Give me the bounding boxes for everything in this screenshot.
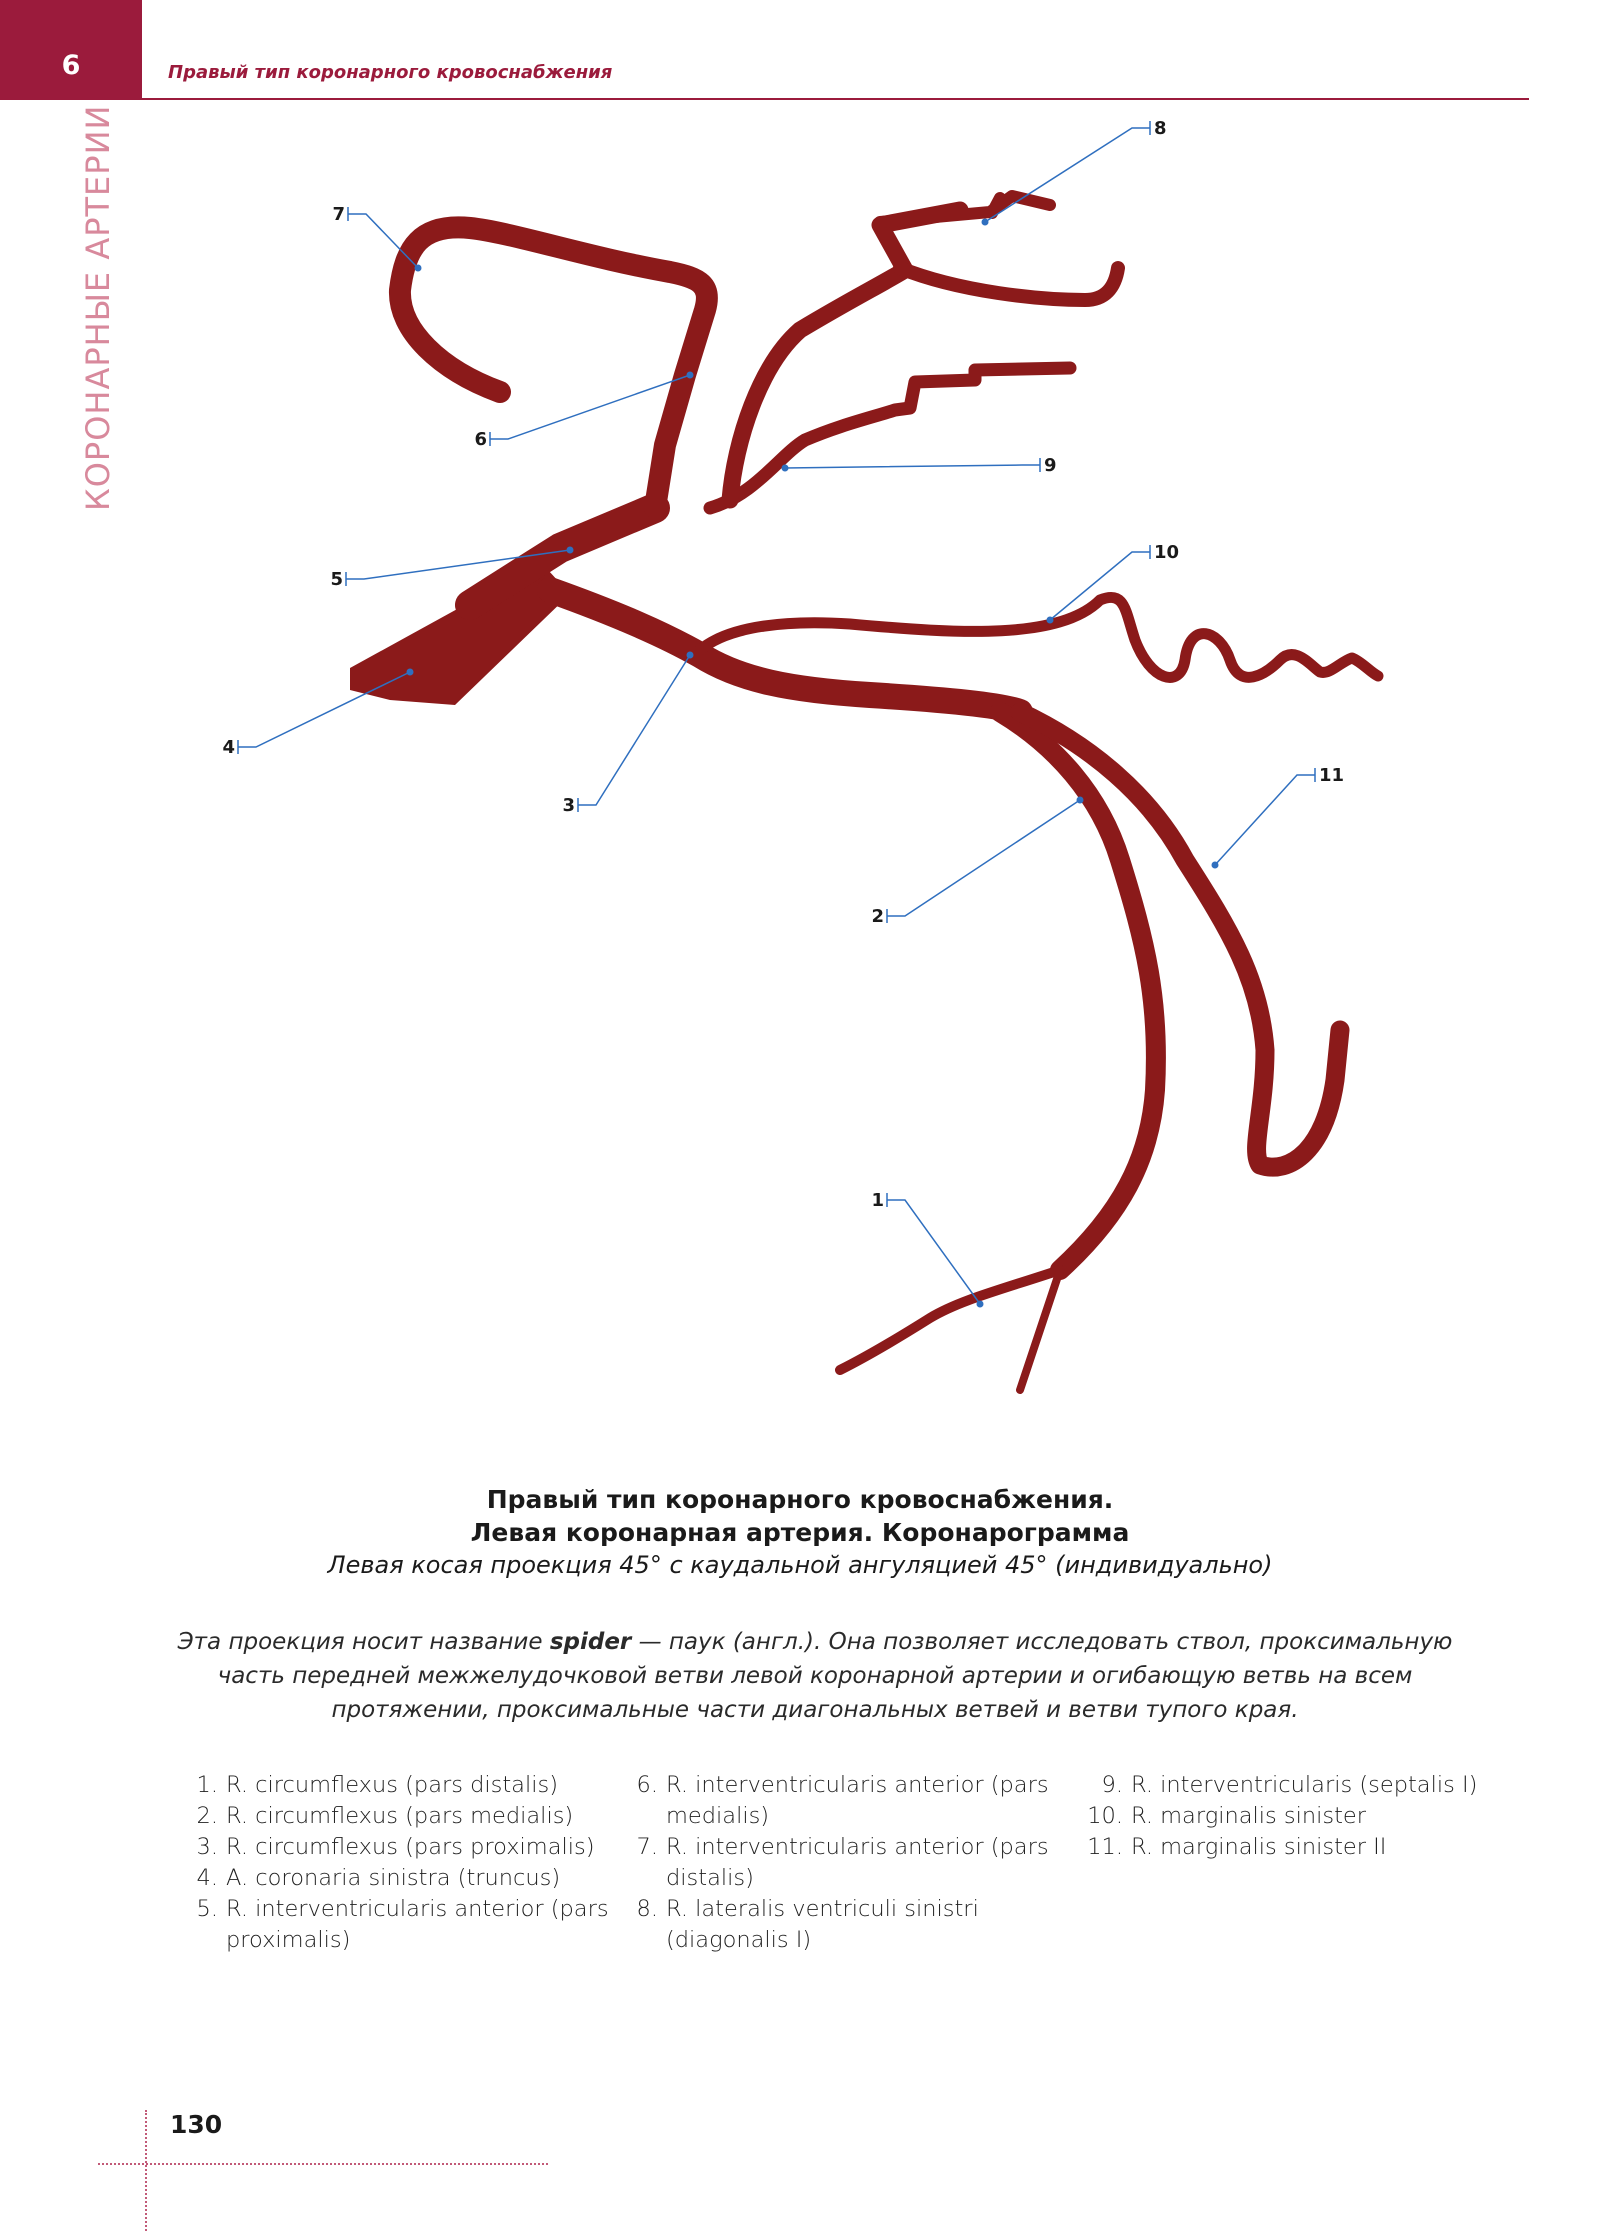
callout-9: 9 [1044, 455, 1057, 476]
vessel-tree-drawing [350, 196, 1378, 1390]
legend-item-text: A. coronaria sinistra (truncus) [226, 1865, 561, 1891]
legend-item [1085, 1832, 1515, 1863]
legend-item-number: 8. [636, 1896, 658, 1922]
callout-4: 4 [222, 737, 235, 758]
legend-item-number: 6. [636, 1772, 658, 1798]
vessel-circumflex-terminal [1020, 1270, 1060, 1390]
callout-5: 5 [330, 569, 343, 590]
legend-item [1085, 1770, 1515, 1801]
vessel-marginal [700, 597, 1378, 677]
legend-item [630, 1894, 1060, 1956]
legend-item [630, 1770, 1060, 1832]
description-term: spider [549, 1629, 632, 1655]
legend-item-number: 7. [636, 1834, 658, 1860]
legend-column-2 [630, 1770, 1060, 1956]
callout-11: 11 [1319, 765, 1345, 786]
legend-item [630, 1832, 1060, 1894]
footer-dotted-rule [98, 2163, 548, 2165]
caption-title-line-1: Правый тип коронарного кровоснабжения. [486, 1485, 1114, 1514]
legend-item-number: 4. [196, 1865, 218, 1891]
callout-7: 7 [332, 204, 345, 225]
leader-11 [1215, 775, 1315, 865]
figure-caption [200, 1483, 1400, 1582]
legend-item-text: R. interventricularis anterior (pars distalis) [666, 1834, 1049, 1891]
legend-item-text: R. circumflexus (pars proximalis) [226, 1834, 595, 1860]
page-number: 130 [170, 2110, 223, 2139]
vessel-circumflex-proximal [550, 590, 1020, 712]
legend-item-text: R. marginalis sinister [1131, 1803, 1366, 1829]
figure-description [165, 1625, 1465, 1727]
caption-subtitle: Левая косая проекция 45° с каудальной ангуляцией 45° (индивидуально) [327, 1551, 1273, 1579]
legend-item [1085, 1801, 1515, 1832]
footer-dotted-rule-vertical [145, 2110, 147, 2231]
callout-3: 3 [562, 795, 575, 816]
legend-item-number: 3. [196, 1834, 218, 1860]
callout-2: 2 [871, 906, 884, 927]
legend-column-3 [1085, 1770, 1515, 1863]
legend-item-number: 9. [1101, 1772, 1123, 1798]
legend-item-text: R. circumflexus (pars distalis) [226, 1772, 558, 1798]
legend-item-number: 10. [1087, 1803, 1123, 1829]
leader-8 [985, 128, 1150, 222]
legend-item-text: R. marginalis sinister II [1131, 1834, 1387, 1860]
legend-item [190, 1770, 620, 1801]
legend-item-number: 11. [1087, 1834, 1123, 1860]
legend-item-text: R. lateralis ventriculi sinistri (diagonalis I) [666, 1896, 979, 1953]
running-header-title: Правый тип коронарного кровоснабжения [168, 62, 613, 83]
legend-item-text: R. interventricularis anterior (pars medialis) [666, 1772, 1049, 1829]
legend-item-number: 2. [196, 1803, 218, 1829]
legend-item [190, 1863, 620, 1894]
legend-item-number: 1. [196, 1772, 218, 1798]
leader-9 [785, 465, 1040, 468]
legend-column-1 [190, 1770, 620, 1956]
vessel-diagonal-tip [880, 196, 1050, 222]
caption-title-line-2: Левая коронарная артерия. Коронарограмма [470, 1518, 1130, 1547]
description-text-after: — паук (англ.). Она позволяет исследовать ствол, проксимальную часть передней межжелудочковой ветви левой коронарной артерии и огибающую ветвь на всем протяжении, проксимальные части диагональных ветвей и ветви тупого края. [217, 1629, 1453, 1723]
vessel-diagonal-upper [900, 268, 1118, 300]
leader-2 [887, 800, 1080, 916]
vessel-diagonal [730, 210, 960, 500]
callout-6: 6 [474, 429, 487, 450]
legend-item [190, 1832, 620, 1863]
leader-3 [578, 655, 690, 805]
leader-1 [887, 1200, 980, 1304]
chapter-number: 6 [61, 50, 81, 81]
legend-item [190, 1801, 620, 1832]
callout-10: 10 [1154, 542, 1180, 563]
vessel-circumflex-branch [840, 1270, 1060, 1370]
callout-1: 1 [871, 1190, 884, 1211]
callout-8: 8 [1154, 118, 1167, 139]
legend-item-text: R. interventricularis anterior (pars proximalis) [226, 1896, 609, 1953]
description-text-before: Эта проекция носит название [177, 1629, 550, 1655]
leader-10 [1050, 552, 1150, 620]
sidebar-section-label: КОРОНАРНЫЕ АРТЕРИИ [79, 104, 117, 511]
legend-item-number: 5. [196, 1896, 218, 1922]
legend-item-text: R. interventricularis (septalis I) [1131, 1772, 1478, 1798]
vessel-lad-distal [400, 227, 707, 508]
legend-item-text: R. circumflexus (pars medialis) [226, 1803, 574, 1829]
legend-item [190, 1894, 620, 1956]
